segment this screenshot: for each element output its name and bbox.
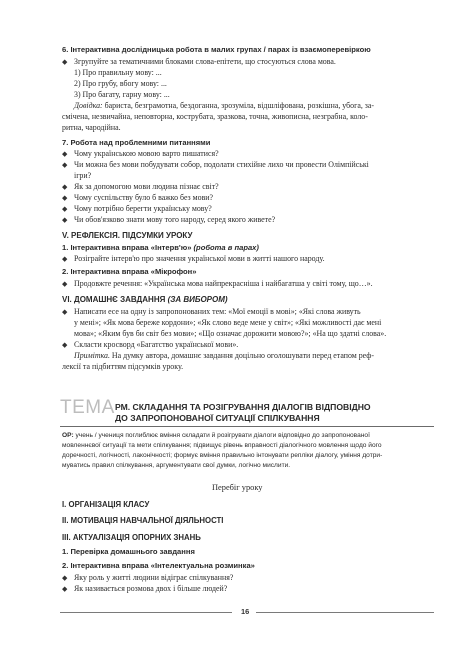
homework-note-line-2: лексії та підбиттям підсумків уроку.: [62, 362, 184, 371]
bullet-icon: ◆: [62, 341, 68, 349]
bullet-icon: ◆: [62, 585, 68, 593]
bullet-icon: ◆: [62, 216, 68, 224]
page-number: 16: [241, 607, 250, 616]
exercise-1-heading: [62, 243, 259, 252]
question-3: Як за допомогою мови людина пізнає світ?: [74, 182, 219, 191]
homework-essay-line-1: Написати есе на одну із запропонованих тем: «Мої емоції в мові»; «Які слова живуть: [74, 307, 361, 316]
homework-heading: [62, 295, 228, 304]
bullet-icon: ◆: [62, 183, 68, 191]
homework-note-line-1: [74, 351, 374, 361]
reference-words-line-3: ритна, чародійна.: [62, 123, 121, 132]
footer-rule-right: [256, 612, 434, 613]
homework-essay-line-3: мова»; «Яким був би світ без мови»; «Що означає дорожити мовою?»; «На що здатні слова».: [74, 329, 387, 338]
question-5: Чому потрібно берегти українську мову?: [74, 204, 212, 213]
exercise-2-heading: 2. Інтерактивна вправа «Мікрофон»: [62, 267, 197, 276]
outcomes-text-1: учень / учениця поглиблює вміння складати й розігрувати діалоги відповідно до запропонованої: [73, 432, 370, 439]
warmup-question-1: Яку роль у житті людини відіграє спілкування?: [74, 573, 234, 582]
outcomes-line-4: муватись правил спілкування, аргументувати свої думки, логічно мислити.: [62, 462, 291, 469]
bullet-icon: ◆: [62, 150, 68, 158]
reference-words-line-1: [74, 101, 374, 111]
question-1: Чому українською мовою варто пишатися?: [74, 149, 219, 158]
tema-label: ТЕМА: [60, 397, 115, 418]
group-item-2: 2) Про грубу, вбогу мову: ...: [74, 79, 167, 88]
section-7-heading: 7. Робота над проблемними питаннями: [62, 138, 211, 147]
footer-rule-left: [60, 612, 232, 613]
outcomes-line-3: доречності, логічності, лаконічності; формує вміння правильно інтонувати репліки діалогу, уміння дотри-: [62, 452, 383, 459]
stage-1-heading: I. ОРГАНІЗАЦІЯ КЛАСУ: [62, 500, 150, 509]
homework-title: VI. ДОМАШНЄ ЗАВДАННЯ: [62, 295, 166, 304]
exercise-1-note: (робота в парах): [191, 243, 259, 252]
stage-3-heading: III. АКТУАЛІЗАЦІЯ ОПОРНИХ ЗНАНЬ: [62, 533, 201, 542]
exercise-1-title: 1. Інтерактивна вправа «Інтерв'ю»: [62, 243, 192, 252]
bullet-icon: ◆: [62, 161, 68, 169]
section-6-heading: 6. Інтерактивна дослідницька робота в малих групах / парах із взаємоперевіркою: [62, 45, 371, 54]
bullet-icon: ◆: [62, 205, 68, 213]
topic-divider: [60, 426, 434, 427]
reference-words-1: бариста, безграмотна, бездоганна, зрозуміла, відшліфована, розкішна, убога, за-: [102, 101, 375, 110]
bullet-icon: ◆: [62, 574, 68, 582]
stage-3-item-1: 1. Перевірка домашнього завдання: [62, 547, 195, 556]
lesson-course-title: Перебіг уроку: [212, 483, 263, 492]
homework-essay-line-2: у мені»; «Як мова береже кордони»; «Як слово веде мене у світ»; «Які можливості дає мені: [74, 318, 382, 327]
exercise-2-text: Продовжте речення: «Українська мова найпрекрасніша і найбагатша у світі тому, що…».: [74, 279, 373, 288]
question-4: Чому суспільству було б важко без мови?: [74, 193, 214, 202]
bullet-icon: ◆: [62, 194, 68, 202]
stage-2-heading: II. МОТИВАЦІЯ НАВЧАЛЬНОЇ ДІЯЛЬНОСТІ: [62, 516, 224, 525]
outcomes-line-2: мовленнєвої ситуації та мети спілкування; підвищує рівень вправності діалогічного мовлення щодо його: [62, 442, 382, 449]
question-2b: ігри?: [74, 171, 92, 180]
homework-note: (ЗА ВИБОРОМ): [165, 295, 228, 304]
topic-title-line-1: РМ. СКЛАДАННЯ ТА РОЗІГРУВАННЯ ДІАЛОГІВ ВІДПОВІДНО: [115, 402, 371, 412]
reference-label: Довідка:: [74, 101, 103, 110]
homework-crossword: Скласти кросворд «Багатство української мови».: [74, 340, 239, 349]
reference-words-line-2: смічена, незвичайна, неповторна, кострубата, зразкова, точна, живописна, незграбна, коло-: [62, 112, 368, 121]
bullet-icon: ◆: [62, 308, 68, 316]
exercise-1-text: Розіграйте інтерв'ю про значення української мови в житті нашого народу.: [74, 254, 325, 263]
note-text-1: На думку автора, домашнє завдання доцільно оголошувати перед етапом реф-: [109, 351, 375, 360]
group-item-3: 3) Про багату, гарну мову: ...: [74, 90, 170, 99]
section-6-task: Згрупуйте за тематичними блоками слова-епітети, що стосуються слова мова.: [74, 57, 336, 66]
topic-title-line-2: ДО ЗАПРОПОНОВАНОЇ СИТУАЦІЇ СПІЛКУВАННЯ: [115, 413, 320, 423]
question-2a: Чи можна без мови побудувати собор, подолати стихійне лихо чи провести Олімпійські: [74, 160, 369, 169]
warmup-question-2: Як називається розмова двох і більше людей?: [74, 584, 228, 593]
bullet-icon: ◆: [62, 58, 68, 66]
group-item-1: 1) Про правильну мову: ...: [74, 68, 162, 77]
outcomes-label: ОР:: [62, 432, 74, 439]
outcomes-line-1: [62, 431, 370, 441]
bullet-icon: ◆: [62, 255, 68, 263]
bullet-icon: ◆: [62, 280, 68, 288]
question-6: Чи обов'язково знати мову того народу, серед якого живете?: [74, 215, 276, 224]
note-label: Примітка.: [74, 351, 110, 360]
stage-3-item-2: 2. Інтерактивна вправа «Інтелектуальна розминка»: [62, 561, 255, 570]
reflection-heading: V. РЕФЛЕКСІЯ. ПІДСУМКИ УРОКУ: [62, 231, 193, 240]
